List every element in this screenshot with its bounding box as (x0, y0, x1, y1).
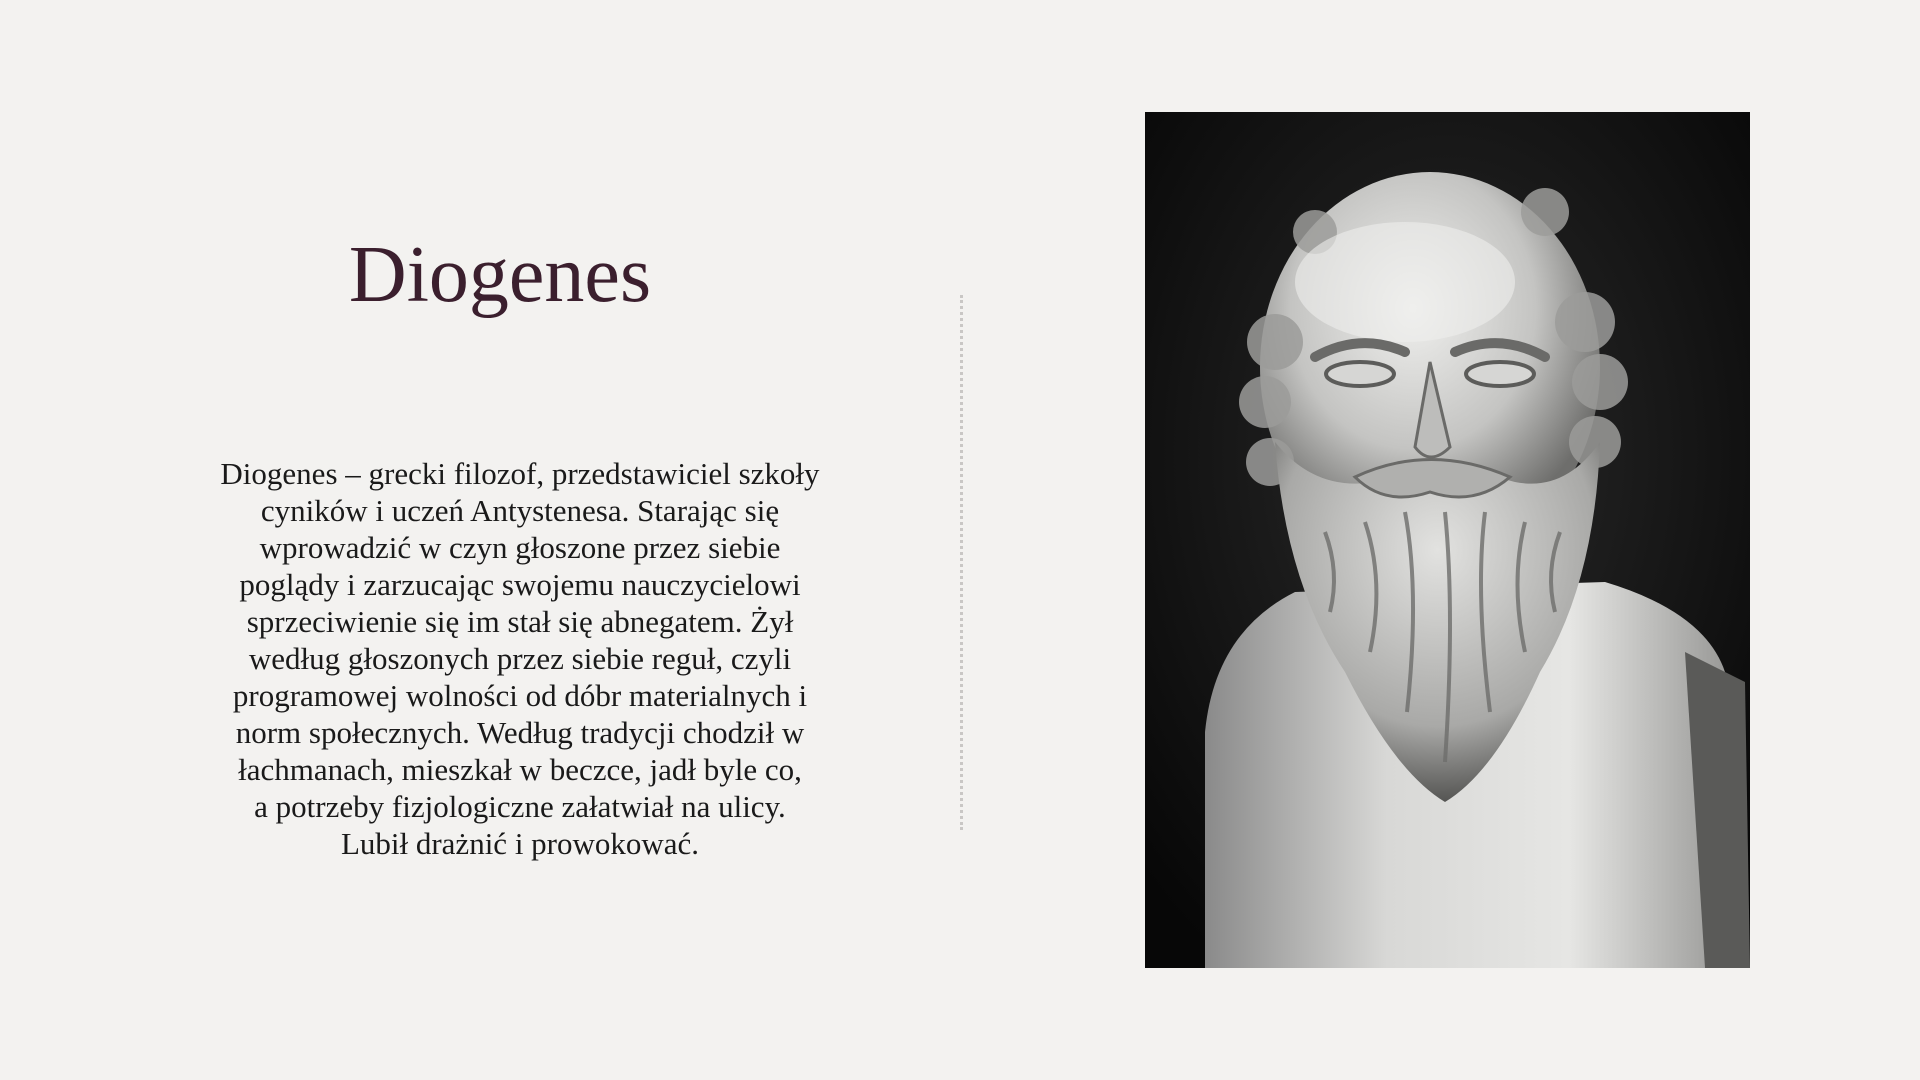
body-line: poglądy i zarzucając swojemu nauczycielowi (239, 567, 801, 602)
body-line: łachmanach, mieszkał w beczce, jadł byle co, (238, 752, 802, 787)
body-line: Diogenes – grecki filozof, przedstawiciel szkoły (220, 456, 820, 491)
body-line: Lubił drażnić i prowokować. (340, 826, 700, 861)
body-line: cyników i uczeń Antystenesa. Starając się (260, 493, 780, 528)
body-line: a potrzeby fizjologiczne załatwiał na ulicy. (254, 789, 786, 824)
bust-illustration (1145, 112, 1750, 968)
slide-body-text (170, 455, 870, 862)
body-line: według głoszonych przez siebie reguł, czyli (248, 641, 792, 676)
body-line: programowej wolności od dóbr materialnych i (232, 678, 808, 713)
bust-photo (1145, 112, 1750, 968)
body-line: wprowadzić w czyn głoszone przez siebie (259, 530, 781, 565)
body-line: sprzeciwienie się im stał się abnegatem. Żył (246, 604, 794, 639)
body-line: norm społecznych. Według tradycji chodził w (235, 715, 805, 750)
dotted-divider (960, 295, 963, 830)
slide-title: Diogenes (348, 231, 652, 319)
